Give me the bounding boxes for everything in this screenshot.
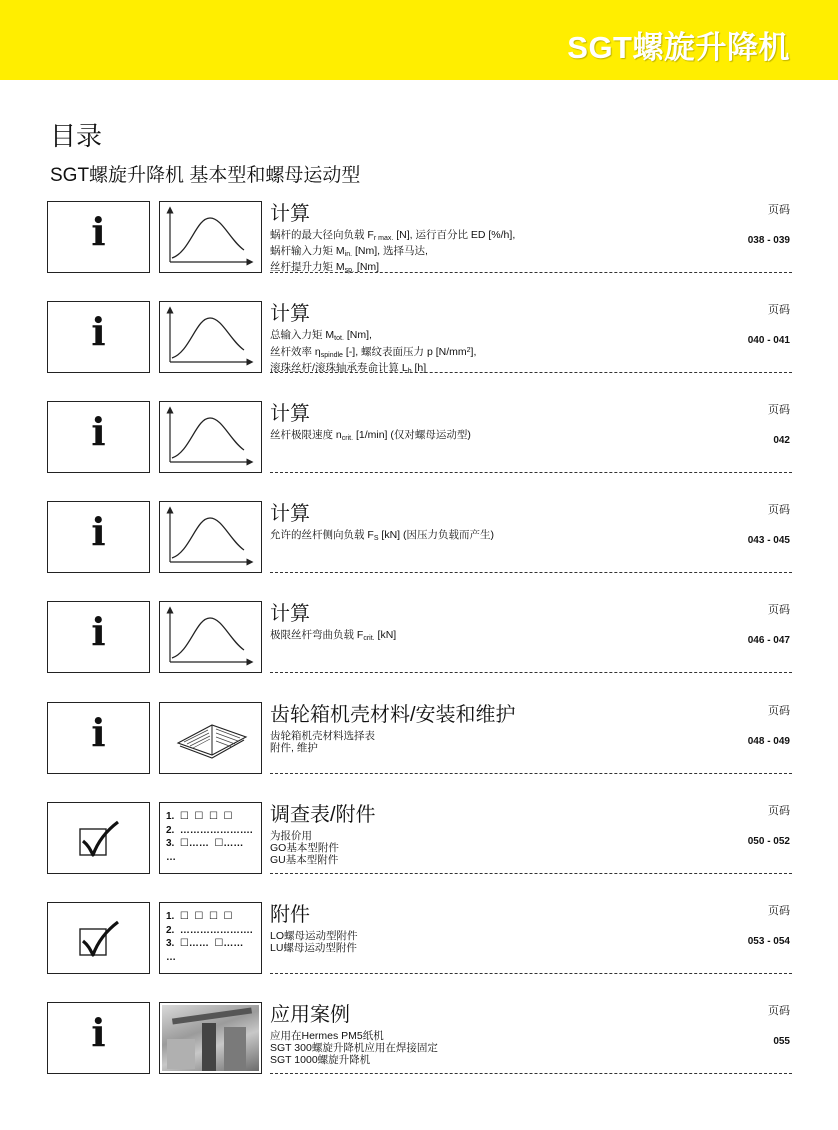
entry-pages[interactable]: 050 - 052 xyxy=(747,836,790,847)
entry-description-line: LU螺母运动型附件 xyxy=(270,942,357,954)
entry-title: 调查表/附件 xyxy=(270,804,376,826)
entry-description-line: 应用在Hermes PM5纸机 xyxy=(270,1030,384,1042)
page-label: 页码 xyxy=(768,304,790,316)
entry-title: 应用案例 xyxy=(270,1004,350,1026)
entry-image-box xyxy=(159,902,262,974)
page-label: 页码 xyxy=(768,604,790,616)
page-label: 页码 xyxy=(768,204,790,216)
info-icon: i xyxy=(91,409,106,454)
entry-icon-box xyxy=(47,401,150,473)
dashed-divider xyxy=(270,773,792,774)
dashed-divider xyxy=(270,572,792,573)
info-icon: i xyxy=(91,1010,106,1055)
entry-pages[interactable]: 043 - 045 xyxy=(747,535,790,546)
toc-entry xyxy=(47,301,792,377)
entry-title: 齿轮箱机壳材料/安装和维护 xyxy=(270,704,516,726)
entry-image-box xyxy=(159,1002,262,1074)
entry-description-line: LO螺母运动型附件 xyxy=(270,930,358,942)
entry-description-line: 极限丝杆弯曲负载 $F_{crit.}$ [kN] xyxy=(270,629,397,642)
dashed-divider xyxy=(270,272,792,273)
info-icon: i xyxy=(91,609,106,654)
page-label: 页码 xyxy=(768,805,790,817)
toc-entry xyxy=(47,1002,792,1078)
entry-description xyxy=(270,229,515,277)
entry-pages[interactable]: 048 - 049 xyxy=(747,736,790,747)
toc-entry xyxy=(47,902,792,978)
entry-title: 计算 xyxy=(270,303,310,325)
curve-graph-icon xyxy=(160,502,260,572)
entry-description xyxy=(270,629,396,645)
entry-icon-box xyxy=(47,601,150,673)
entry-description-line: SGT 300螺旋升降机应用在焊接固定 xyxy=(270,1042,438,1054)
toc-heading: 目录 xyxy=(50,121,103,151)
page-label: 页码 xyxy=(768,1005,790,1017)
entry-pages[interactable]: 055 xyxy=(773,1036,790,1047)
page-label: 页码 xyxy=(768,404,790,416)
entry-description-line: 允许的丝杆侧向负载 $F_S$ [kN] (因压力负载而产生) xyxy=(270,529,495,542)
dashed-divider xyxy=(270,973,792,974)
entry-icon-box xyxy=(47,201,150,273)
curve-graph-icon xyxy=(160,302,260,372)
toc-entry xyxy=(47,201,792,277)
entry-description xyxy=(270,429,471,445)
entry-pages[interactable]: 046 - 047 xyxy=(747,635,790,646)
toc-entry xyxy=(47,802,792,878)
entry-description-line: 丝杆效率 $\eta_{spindle}$ [-], 螺纹表面压力 p $[N/mm^2]$, xyxy=(270,346,477,359)
entry-image-box xyxy=(159,401,262,473)
entry-image-box xyxy=(159,201,262,273)
entry-description-line: 蜗杆的最大径向负载 $F_{r max.}$ [N], 运行百分比 ED [%/h], xyxy=(270,229,516,242)
entry-description-line: 滚珠丝杆/滚珠轴承寿命计算 $L_h$ [h] xyxy=(270,362,427,375)
info-icon: i xyxy=(91,509,106,554)
entry-description-line: GU基本型附件 xyxy=(270,854,339,866)
entry-title: 计算 xyxy=(270,203,310,225)
application-photo xyxy=(162,1005,259,1071)
toc-subheading: SGT螺旋升降机 基本型和螺母运动型 xyxy=(50,165,361,186)
entry-icon-box xyxy=(47,902,150,974)
entry-pages[interactable]: 053 - 054 xyxy=(747,936,790,947)
entry-description xyxy=(270,1030,438,1066)
entry-description xyxy=(270,830,339,866)
dashed-divider xyxy=(270,873,792,874)
entry-image-box xyxy=(159,301,262,373)
entry-description-line: 总输入力矩 $M_{tot.}$ [Nm], xyxy=(270,329,372,342)
entry-description xyxy=(270,930,358,954)
entry-icon-box xyxy=(47,802,150,874)
info-icon: i xyxy=(91,309,106,354)
dashed-divider xyxy=(270,672,792,673)
dashed-divider xyxy=(270,472,792,473)
curve-graph-icon xyxy=(160,402,260,472)
entry-icon-box xyxy=(47,301,150,373)
toc-entry xyxy=(47,702,792,778)
header-banner xyxy=(0,0,838,80)
checkbox-icon xyxy=(76,819,122,859)
entry-description-line: 齿轮箱机壳材料选择表 xyxy=(270,730,375,742)
entry-description xyxy=(270,329,476,378)
entry-description xyxy=(270,529,494,545)
book-icon xyxy=(160,703,260,773)
info-icon: i xyxy=(91,710,106,755)
entry-pages[interactable]: 040 - 041 xyxy=(747,335,790,346)
entry-title: 附件 xyxy=(270,904,310,926)
curve-graph-icon xyxy=(160,202,260,272)
entry-pages[interactable]: 038 - 039 xyxy=(747,235,790,246)
entry-description-line: 丝杆极限速度 $n_{crit.}$ [1/min] (仅对螺母运动型) xyxy=(270,429,471,442)
entry-image-box xyxy=(159,501,262,573)
entry-pages[interactable]: 042 xyxy=(773,435,790,446)
entry-description-line: SGT 1000螺旋升降机 xyxy=(270,1054,371,1066)
checkbox-icon xyxy=(76,919,122,959)
entry-title: 计算 xyxy=(270,403,310,425)
page-label: 页码 xyxy=(768,504,790,516)
page-label: 页码 xyxy=(768,705,790,717)
toc-entry xyxy=(47,601,792,677)
entry-icon-box xyxy=(47,1002,150,1074)
entry-description xyxy=(270,730,375,754)
entry-description-line: GO基本型附件 xyxy=(270,842,339,854)
info-icon: i xyxy=(91,209,106,254)
entry-image-box xyxy=(159,702,262,774)
entry-icon-box xyxy=(47,702,150,774)
entry-description-line: 为报价用 xyxy=(270,830,312,842)
entry-image-box xyxy=(159,601,262,673)
dashed-divider xyxy=(270,1073,792,1074)
dashed-divider xyxy=(270,372,792,373)
entry-description-line: 蜗杆输入力矩 $M_{in.}$ [Nm], 选择马达, xyxy=(270,245,428,258)
entry-title: 计算 xyxy=(270,503,310,525)
entry-description-line: 附件, 维护 xyxy=(270,742,318,754)
entry-image-box xyxy=(159,802,262,874)
form-icon: 1. ☐ ☐ ☐ ☐ 2. …………………. 3. ☐…… ☐…… … xyxy=(166,911,253,963)
form-icon: 1. ☐ ☐ ☐ ☐ 2. …………………. 3. ☐…… ☐…… … xyxy=(166,811,253,863)
curve-graph-icon xyxy=(160,602,260,672)
toc-entry xyxy=(47,501,792,577)
page-label: 页码 xyxy=(768,905,790,917)
header-title: SGT螺旋升降机 xyxy=(567,30,790,65)
entry-description-line: 丝杆提升力矩 $M_{sp.}$ [Nm] xyxy=(270,261,380,274)
entry-title: 计算 xyxy=(270,603,310,625)
toc-entry xyxy=(47,401,792,477)
entry-icon-box xyxy=(47,501,150,573)
